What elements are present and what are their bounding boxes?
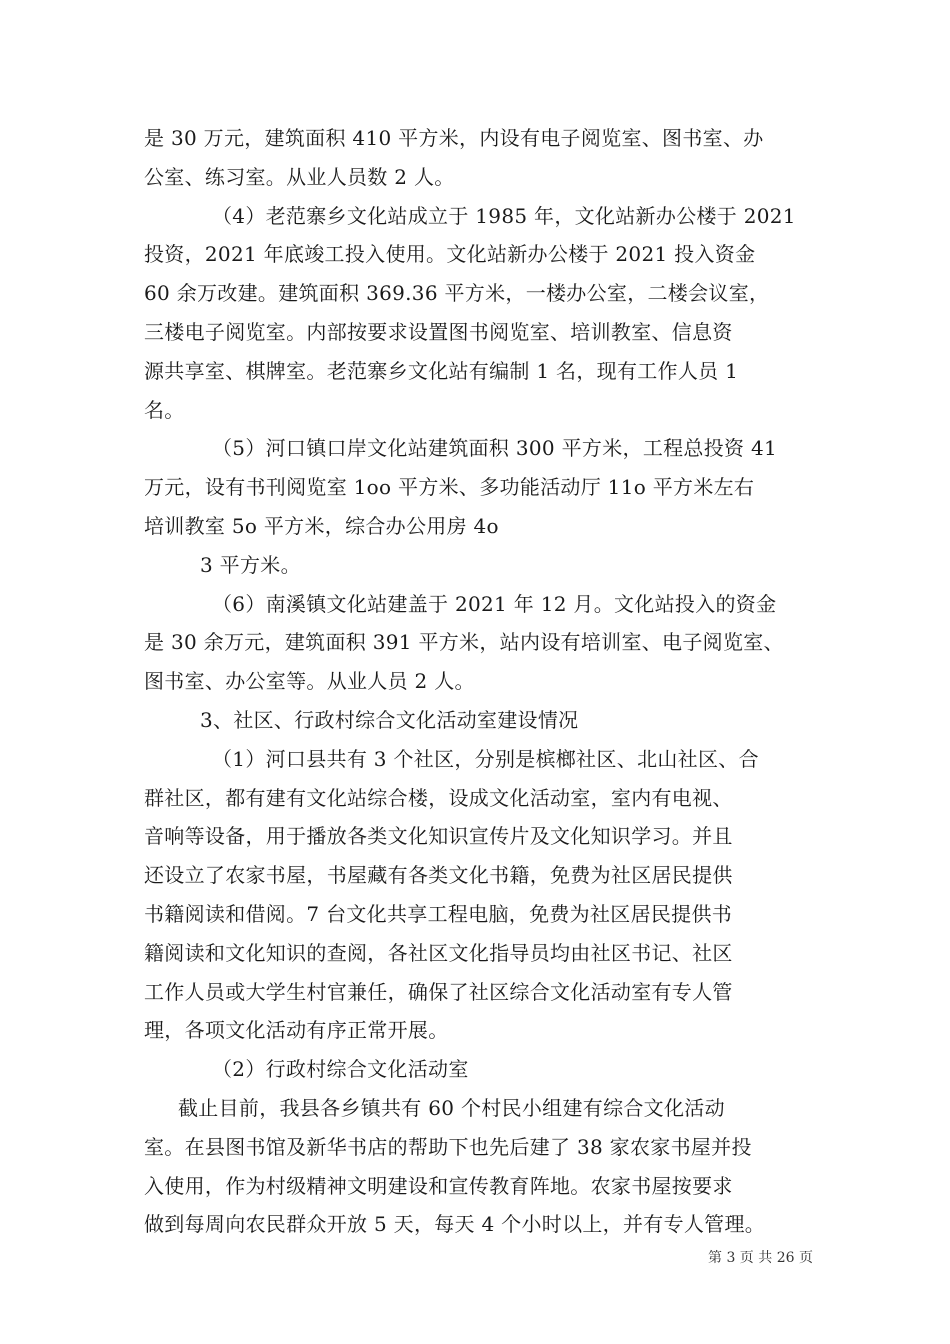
text-line: 截止目前，我县各乡镇共有 60 个村民小组建有综合文化活动 <box>178 1095 725 1120</box>
text-line: （6）南溪镇文化站建盖于 2021 年 12 月。文化站投入的资金 <box>212 591 777 616</box>
text-line: 书籍阅读和借阅。7 台文化共享工程电脑，免费为社区居民提供书 <box>144 901 733 926</box>
text-line: 源共享室、棋牌室。老范寨乡文化站有编制 1 名，现有工作人员 1 <box>144 358 739 383</box>
body-text <box>144 119 824 1244</box>
text-line: 是 30 余万元，建筑面积 391 平方米，站内设有培训室、电子阅览室、 <box>144 630 784 655</box>
text-line: 还设立了农家书屋，书屋藏有各类文化书籍，免费为社区居民提供 <box>144 863 733 888</box>
page-number-footer: 第 3 页 共 26 页 <box>708 1250 813 1266</box>
text-line: 入使用，作为村级精神文明建设和宣传教育阵地。农家书屋按要求 <box>144 1173 733 1198</box>
text-line: 万元，设有书刊阅览室 1oo 平方米、多功能活动厅 11o 平方米左右 <box>144 475 755 500</box>
text-line: 投资，2021 年底竣工投入使用。文化站新办公楼于 2021 投入资金 <box>144 242 756 267</box>
text-line: 籍阅读和文化知识的查阅，各社区文化指导员均由社区书记、社区 <box>144 940 733 965</box>
subsection-heading: （2）行政村综合文化活动室 <box>212 1057 469 1082</box>
text-line: 60 余万改建。建筑面积 369.36 平方米，一楼办公室，二楼会议室， <box>144 281 770 306</box>
text-line: （1）河口县共有 3 个社区，分别是槟榔社区、北山社区、合 <box>212 746 759 771</box>
text-line: （4）老范寨乡文化站成立于 1985 年，文化站新办公楼于 2021 <box>212 203 796 228</box>
text-line: 名。 <box>144 397 185 422</box>
text-line: 理，各项文化活动有序正常开展。 <box>144 1018 449 1043</box>
text-line: 图书室、办公室等。从业人员 2 人。 <box>144 669 475 694</box>
text-line: 公室、练习室。从业人员数 2 人。 <box>144 164 455 189</box>
text-line: 室。在县图书馆及新华书店的帮助下也先后建了 38 家农家书屋并投 <box>144 1134 752 1159</box>
text-line: 三楼电子阅览室。内部按要求设置图书阅览室、培训教室、信息资 <box>144 319 733 344</box>
text-line: 3 平方米。 <box>200 552 301 577</box>
text-line: 做到每周向农民群众开放 5 天，每天 4 个小时以上，并有专人管理。 <box>144 1212 766 1237</box>
section-heading: 3、社区、行政村综合文化活动室建设情况 <box>200 707 579 732</box>
text-line: 培训教室 5o 平方米，综合办公用房 4o <box>144 513 499 538</box>
text-line: 工作人员或大学生村官兼任，确保了社区综合文化活动室有专人管 <box>144 979 733 1004</box>
text-line: 音响等设备，用于播放各类文化知识宣传片及文化知识学习。并且 <box>144 824 733 849</box>
text-line: 群社区，都有建有文化站综合楼，设成文化活动室，室内有电视、 <box>144 785 733 810</box>
text-line: 是 30 万元，建筑面积 410 平方米，内设有电子阅览室、图书室、办 <box>144 126 764 150</box>
text-line: （5）河口镇口岸文化站建筑面积 300 平方米，工程总投资 41 <box>212 436 778 461</box>
